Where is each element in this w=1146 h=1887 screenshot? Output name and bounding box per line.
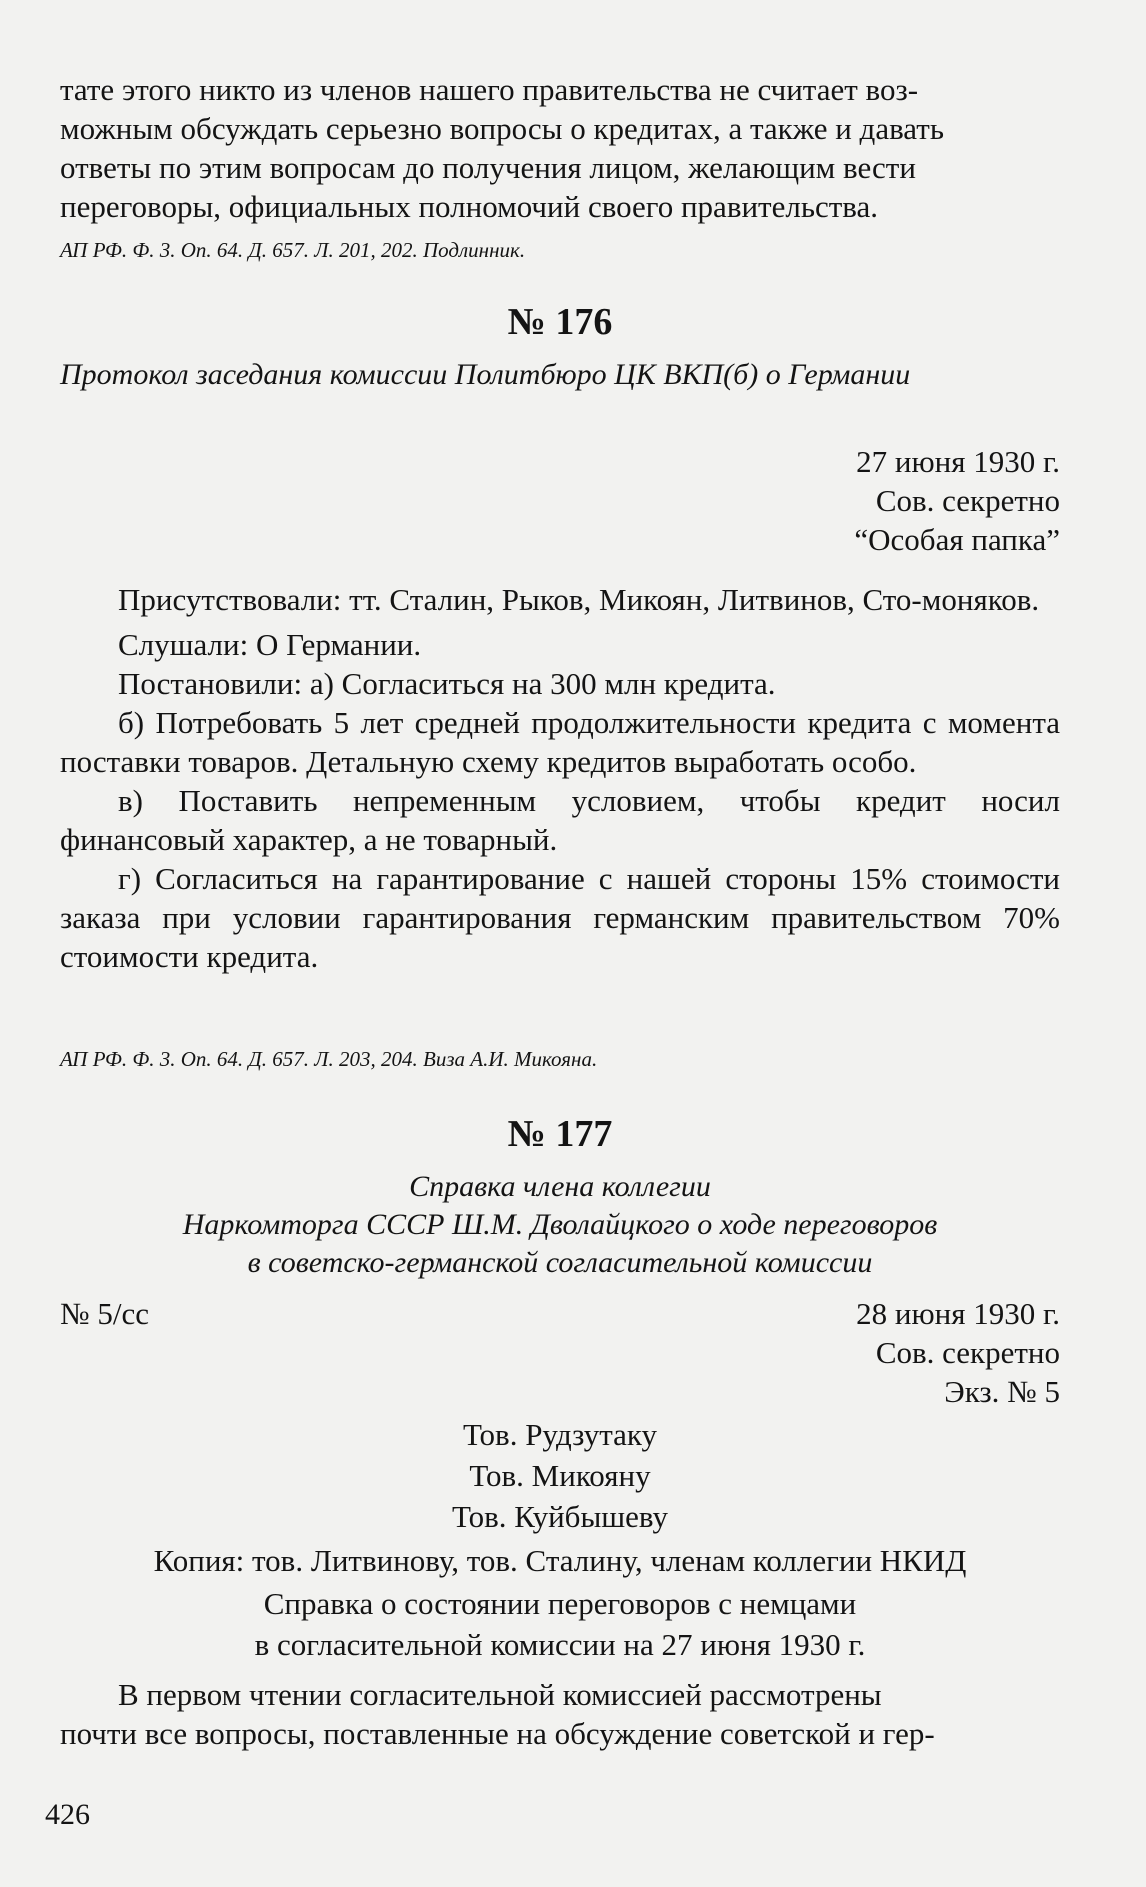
archive-source: АП РФ. Ф. 3. Оп. 64. Д. 657. Л. 203, 204. Виза А.И. Микояна.	[60, 1047, 598, 1071]
heading-line: Справка о состоянии переговоров с немцами	[263, 1586, 857, 1621]
document-177-meta	[60, 1294, 1060, 1411]
folder-label: “Особая папка”	[854, 522, 1060, 557]
decided-c-paragraph: в) Поставить непременным условием, чтобы кредит носил финансовый характер, а не товарный.	[60, 783, 1060, 857]
text-line: ответы по этим вопросам до получения лицом, желающим вести	[60, 150, 916, 185]
heard-paragraph: Слушали: О Германии.	[118, 627, 422, 662]
copy-number-label: Экз. № 5	[944, 1374, 1060, 1409]
document-date: 27 июня 1930 г.	[856, 444, 1060, 479]
document-title-line: в советско-германской согласительной комиссии	[247, 1246, 873, 1279]
archive-source: АП РФ. Ф. 3. Оп. 64. Д. 657. Л. 201, 202. Подлинник.	[60, 238, 526, 262]
document-176-meta	[60, 442, 1060, 559]
text-line: тате этого никто из членов нашего правительства не считает воз-	[60, 72, 919, 107]
addressee: Тов. Микояну	[469, 1458, 651, 1493]
present-paragraph: Присутствовали: тт. Сталин, Рыков, Микоян, Литвинов, Сто-моняков.	[118, 582, 1040, 617]
document-title-line: Наркомторга СССР Ш.М. Дволайцкого о ходе переговоров	[182, 1208, 938, 1241]
text-line: почти все вопросы, поставленные на обсуждение советской и гер-	[60, 1716, 935, 1751]
classification-label: Сов. секретно	[875, 1335, 1060, 1370]
decided-b-paragraph: б) Потребовать 5 лет средней продолжительности кредита с момента поставки товаров. Детальную схему кредитов выработать особо.	[60, 705, 1060, 779]
continuation-section	[60, 70, 1060, 226]
document-title: Протокол заседания комиссии Политбюро ЦК ВКП(б) о Германии	[60, 358, 911, 391]
document-176	[60, 300, 1060, 394]
addressees	[60, 1414, 1060, 1537]
addressee: Тов. Рудзутаку	[462, 1417, 658, 1452]
text-line: В первом чтении согласительной комиссией рассмотрены	[118, 1677, 882, 1712]
heading-line: в согласительной комиссии на 27 июня 1930 г.	[254, 1627, 866, 1662]
registration-number: № 5/сс	[60, 1296, 149, 1331]
decided-d-paragraph: г) Согласиться на гарантирование с нашей стороны 15% стоимости заказа при условии гарантирования германским правительством 70% стоимости кредита.	[60, 861, 1060, 974]
document-176-body	[60, 580, 1060, 976]
document-number: № 177	[507, 1113, 613, 1155]
document-177	[60, 1112, 1060, 1282]
text-line: переговоры, официальных полномочий своего правительства.	[60, 189, 879, 224]
document-title-line: Справка члена коллегии	[409, 1170, 711, 1203]
document-date: 28 июня 1930 г.	[856, 1296, 1060, 1331]
document-number: № 176	[507, 301, 613, 343]
page-number: 426	[45, 1798, 90, 1831]
decided-a-paragraph: Постановили: а) Согласиться на 300 млн кредита.	[118, 666, 776, 701]
document-177-body	[60, 1540, 1060, 1753]
addressee: Тов. Куйбышеву	[452, 1499, 668, 1534]
text-line: можным обсуждать серьезно вопросы о кредитах, а также и давать	[60, 111, 944, 146]
classification-label: Сов. секретно	[875, 483, 1060, 518]
copy-to-line: Копия: тов. Литвинову, тов. Сталину, членам коллегии НКИД	[153, 1543, 967, 1578]
